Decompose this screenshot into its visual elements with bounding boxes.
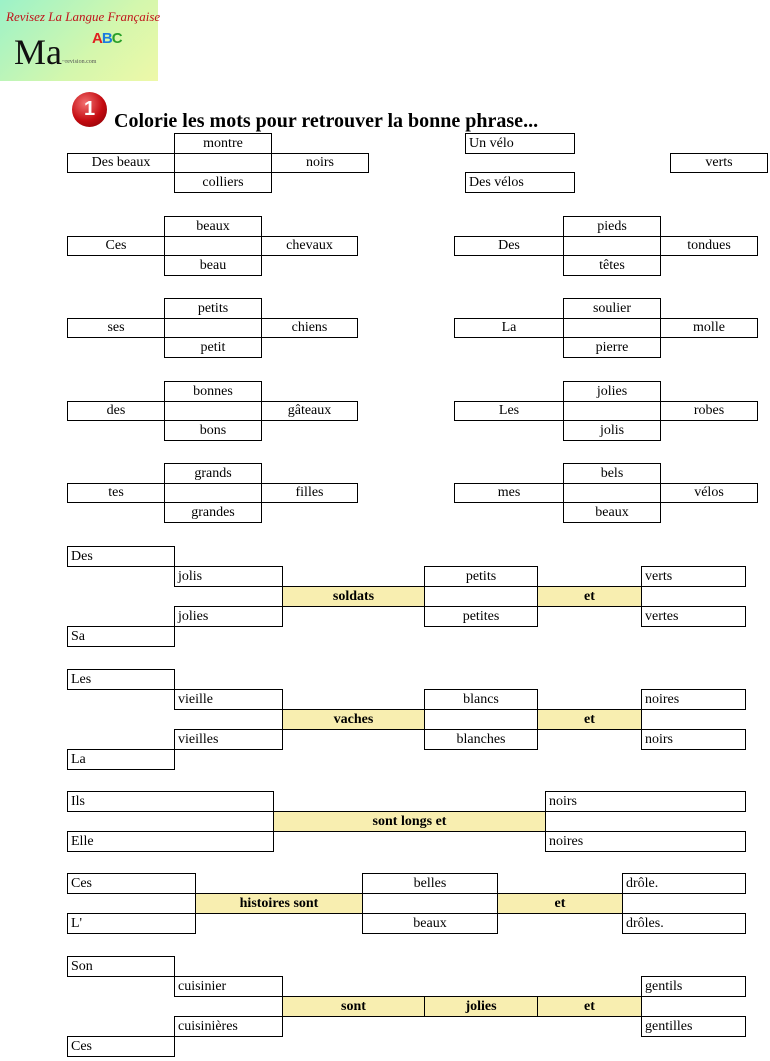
word-cell[interactable]: vieilles — [174, 729, 283, 750]
word-cell[interactable]: vertes — [641, 606, 746, 627]
word-cell[interactable]: petit — [164, 337, 262, 358]
word-cell[interactable]: pieds — [563, 216, 661, 237]
word-cell[interactable]: et — [537, 586, 642, 607]
word-cell[interactable]: colliers — [174, 172, 272, 193]
word-cell[interactable]: La — [454, 318, 564, 338]
word-cell[interactable] — [362, 893, 498, 914]
word-cell[interactable]: beaux — [164, 216, 262, 237]
word-cell[interactable]: bons — [164, 420, 262, 441]
word-cell[interactable] — [563, 401, 661, 421]
word-cell[interactable]: beaux — [362, 913, 498, 934]
word-cell[interactable]: Des beaux — [67, 153, 175, 173]
word-cell[interactable]: soldats — [282, 586, 425, 607]
word-cell[interactable]: Des vélos — [465, 172, 575, 193]
word-cell[interactable]: tondues — [660, 236, 758, 256]
word-cell[interactable]: petits — [164, 298, 262, 319]
word-cell[interactable]: petites — [424, 606, 538, 627]
word-cell[interactable]: sont longs et — [273, 811, 546, 832]
word-cell[interactable] — [563, 236, 661, 256]
word-cell[interactable] — [563, 318, 661, 338]
logo-abc: ABC — [92, 30, 122, 47]
word-cell[interactable]: Sa — [67, 626, 175, 647]
word-cell[interactable] — [563, 483, 661, 503]
word-cell[interactable]: noirs — [271, 153, 369, 173]
word-cell[interactable]: gentils — [641, 976, 746, 997]
word-cell[interactable] — [164, 236, 262, 256]
word-cell[interactable]: mes — [454, 483, 564, 503]
word-cell[interactable] — [174, 153, 272, 173]
word-cell[interactable] — [164, 483, 262, 503]
word-cell[interactable]: Un vélo — [465, 133, 575, 154]
word-cell[interactable]: gentilles — [641, 1016, 746, 1037]
word-cell[interactable]: belles — [362, 873, 498, 894]
word-cell[interactable]: et — [537, 996, 642, 1017]
word-cell[interactable]: beaux — [563, 502, 661, 523]
word-cell[interactable]: drôles. — [622, 913, 746, 934]
word-cell[interactable]: robes — [660, 401, 758, 421]
word-cell[interactable]: verts — [670, 153, 768, 173]
word-cell[interactable]: Elle — [67, 831, 274, 852]
word-cell[interactable]: jolies — [563, 381, 661, 402]
word-cell[interactable]: beau — [164, 255, 262, 276]
word-cell[interactable]: et — [537, 709, 642, 730]
word-cell[interactable]: jolies — [174, 606, 283, 627]
word-cell[interactable]: grandes — [164, 502, 262, 523]
word-cell[interactable]: petits — [424, 566, 538, 587]
word-cell[interactable]: drôle. — [622, 873, 746, 894]
word-cell[interactable]: ses — [67, 318, 165, 338]
word-cell[interactable]: cuisinier — [174, 976, 283, 997]
word-cell[interactable]: noires — [641, 689, 746, 710]
word-cell[interactable]: Son — [67, 956, 175, 977]
word-cell[interactable]: têtes — [563, 255, 661, 276]
word-cell[interactable]: histoires sont — [195, 893, 363, 914]
logo-ma: Ma — [14, 32, 62, 72]
word-cell[interactable]: et — [497, 893, 623, 914]
word-cell[interactable]: Ils — [67, 791, 274, 812]
word-cell[interactable]: noirs — [641, 729, 746, 750]
word-cell[interactable]: des — [67, 401, 165, 421]
word-cell[interactable]: blancs — [424, 689, 538, 710]
logo-url: ~revision.com — [62, 59, 97, 65]
word-cell[interactable]: La — [67, 749, 175, 770]
word-cell[interactable]: chevaux — [261, 236, 358, 256]
word-cell[interactable]: chiens — [261, 318, 358, 338]
word-cell[interactable]: jolis — [174, 566, 283, 587]
word-cell[interactable] — [424, 709, 538, 730]
word-cell[interactable]: vieille — [174, 689, 283, 710]
word-cell[interactable]: Ces — [67, 1036, 175, 1057]
word-cell[interactable]: filles — [261, 483, 358, 503]
word-cell[interactable]: Les — [67, 669, 175, 690]
word-cell[interactable]: Les — [454, 401, 564, 421]
word-cell[interactable] — [164, 318, 262, 338]
word-cell[interactable]: cuisinières — [174, 1016, 283, 1037]
word-cell[interactable]: blanches — [424, 729, 538, 750]
word-cell[interactable]: Des — [67, 546, 175, 567]
word-cell[interactable]: bels — [563, 463, 661, 484]
word-cell[interactable]: noirs — [545, 791, 746, 812]
word-cell[interactable]: tes — [67, 483, 165, 503]
word-cell[interactable] — [424, 586, 538, 607]
word-cell[interactable]: soulier — [563, 298, 661, 319]
site-logo — [0, 0, 161, 81]
word-cell[interactable]: Ces — [67, 236, 165, 256]
word-cell[interactable]: sont — [282, 996, 425, 1017]
word-cell[interactable]: grands — [164, 463, 262, 484]
word-cell[interactable]: vaches — [282, 709, 425, 730]
word-cell[interactable]: vélos — [660, 483, 758, 503]
word-cell[interactable]: noires — [545, 831, 746, 852]
word-cell[interactable]: molle — [660, 318, 758, 338]
word-cell[interactable]: bonnes — [164, 381, 262, 402]
word-cell[interactable]: gâteaux — [261, 401, 358, 421]
word-cell[interactable]: pierre — [563, 337, 661, 358]
word-cell[interactable]: jolies — [424, 996, 538, 1017]
word-cell[interactable]: L' — [67, 913, 196, 934]
word-cell[interactable]: verts — [641, 566, 746, 587]
word-cell[interactable]: Des — [454, 236, 564, 256]
word-cell[interactable]: jolis — [563, 420, 661, 441]
word-cell[interactable] — [164, 401, 262, 421]
word-cell[interactable]: montre — [174, 133, 272, 154]
logo-tagline: Revisez La Langue Française — [6, 9, 161, 24]
word-cell[interactable]: Ces — [67, 873, 196, 894]
exercise-title: Colorie les mots pour retrouver la bonne phrase... — [114, 110, 539, 132]
exercise-number-badge: 1 — [72, 92, 107, 127]
